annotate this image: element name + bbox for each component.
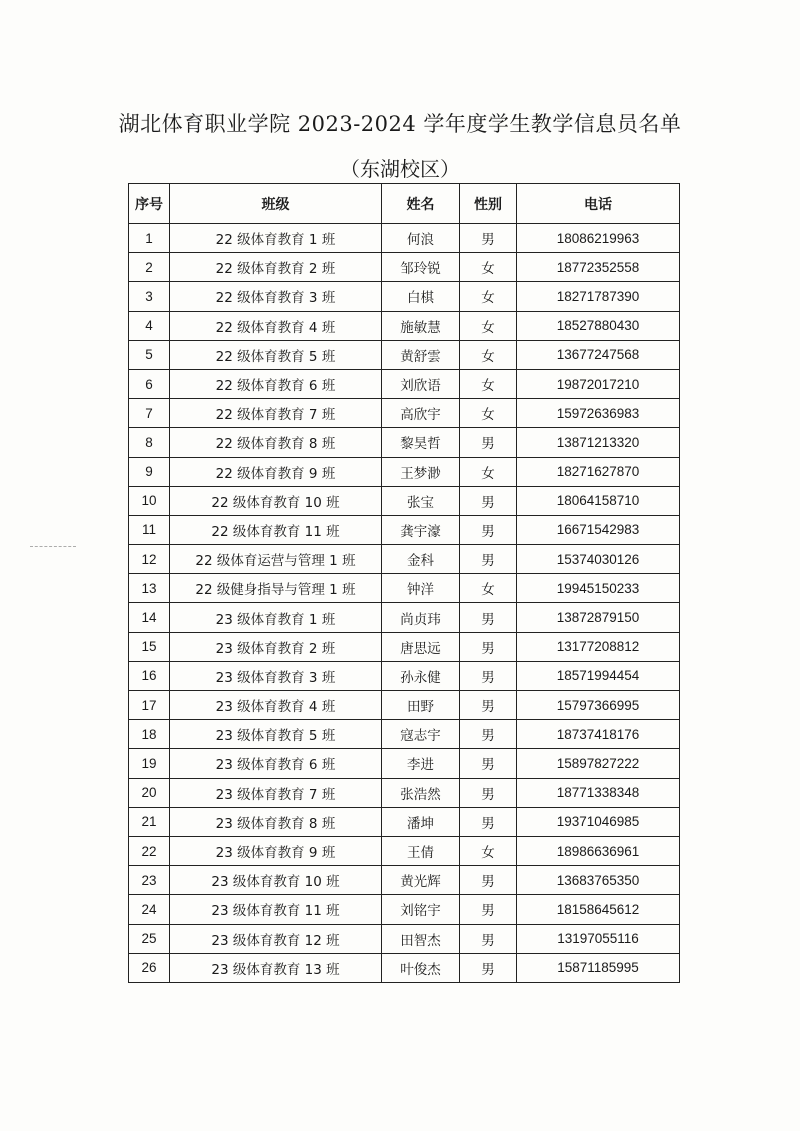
cell-gender: 女 <box>460 340 517 369</box>
cell-gender: 女 <box>460 253 517 282</box>
cell-gender: 男 <box>460 632 517 661</box>
cell-phone: 15897827222 <box>517 749 680 778</box>
cell-num: 25 <box>129 924 170 953</box>
cell-class: 23 级体育教育 11 班 <box>170 895 382 924</box>
cell-gender: 女 <box>460 282 517 311</box>
cell-gender: 男 <box>460 545 517 574</box>
cell-gender: 女 <box>460 836 517 865</box>
cell-class: 22 级体育运营与管理 1 班 <box>170 545 382 574</box>
cell-phone: 18086219963 <box>517 224 680 253</box>
table-row <box>129 545 680 574</box>
cell-num: 14 <box>129 603 170 632</box>
cell-gender: 男 <box>460 866 517 895</box>
table-row <box>129 895 680 924</box>
table-header <box>129 184 680 224</box>
cell-gender: 男 <box>460 691 517 720</box>
header-phone: 电话 <box>517 184 680 224</box>
cell-phone: 18737418176 <box>517 720 680 749</box>
table-row <box>129 661 680 690</box>
cell-name: 田智杰 <box>382 924 460 953</box>
cell-name: 施敏慧 <box>382 311 460 340</box>
cell-name: 王梦渺 <box>382 457 460 486</box>
header-row <box>129 184 680 224</box>
cell-name: 寇志宇 <box>382 720 460 749</box>
cell-num: 15 <box>129 632 170 661</box>
cell-gender: 男 <box>460 778 517 807</box>
cell-phone: 18771338348 <box>517 778 680 807</box>
table-row <box>129 866 680 895</box>
cell-num: 18 <box>129 720 170 749</box>
cell-name: 田野 <box>382 691 460 720</box>
cell-gender: 男 <box>460 603 517 632</box>
cell-num: 9 <box>129 457 170 486</box>
cell-phone: 16671542983 <box>517 515 680 544</box>
table-row <box>129 720 680 749</box>
table-row <box>129 603 680 632</box>
table-row <box>129 515 680 544</box>
cell-class: 22 级体育教育 2 班 <box>170 253 382 282</box>
table-body <box>129 224 680 983</box>
cell-phone: 13177208812 <box>517 632 680 661</box>
cell-num: 4 <box>129 311 170 340</box>
cell-class: 22 级体育教育 8 班 <box>170 428 382 457</box>
cell-class: 23 级体育教育 5 班 <box>170 720 382 749</box>
table-row <box>129 632 680 661</box>
cell-gender: 女 <box>460 457 517 486</box>
table-row <box>129 749 680 778</box>
cell-name: 叶俊杰 <box>382 953 460 982</box>
table-row <box>129 399 680 428</box>
cell-phone: 18571994454 <box>517 661 680 690</box>
cell-gender: 男 <box>460 661 517 690</box>
cell-class: 23 级体育教育 9 班 <box>170 836 382 865</box>
header-name: 姓名 <box>382 184 460 224</box>
cell-class: 23 级体育教育 1 班 <box>170 603 382 632</box>
header-gender: 性别 <box>460 184 517 224</box>
document-subtitle: （东湖校区） <box>340 157 460 181</box>
cell-gender: 女 <box>460 399 517 428</box>
cell-class: 23 级体育教育 12 班 <box>170 924 382 953</box>
header-num: 序号 <box>129 184 170 224</box>
cell-phone: 13677247568 <box>517 340 680 369</box>
header-class: 班级 <box>170 184 382 224</box>
cell-name: 金科 <box>382 545 460 574</box>
cell-class: 23 级体育教育 3 班 <box>170 661 382 690</box>
cell-class: 22 级体育教育 9 班 <box>170 457 382 486</box>
scan-artifact <box>30 546 76 550</box>
table-row <box>129 282 680 311</box>
table-row <box>129 574 680 603</box>
table-row <box>129 224 680 253</box>
cell-name: 张浩然 <box>382 778 460 807</box>
cell-class: 23 级体育教育 10 班 <box>170 866 382 895</box>
cell-num: 7 <box>129 399 170 428</box>
cell-phone: 18271787390 <box>517 282 680 311</box>
table-row <box>129 924 680 953</box>
student-roster-table <box>128 183 680 983</box>
cell-phone: 15871185995 <box>517 953 680 982</box>
cell-gender: 男 <box>460 895 517 924</box>
cell-name: 黎昊哲 <box>382 428 460 457</box>
cell-name: 尚贞玮 <box>382 603 460 632</box>
cell-num: 19 <box>129 749 170 778</box>
cell-phone: 18986636961 <box>517 836 680 865</box>
cell-gender: 女 <box>460 369 517 398</box>
cell-phone: 13872879150 <box>517 603 680 632</box>
cell-phone: 18158645612 <box>517 895 680 924</box>
cell-class: 23 级体育教育 8 班 <box>170 807 382 836</box>
cell-name: 李进 <box>382 749 460 778</box>
cell-name: 张宝 <box>382 486 460 515</box>
cell-phone: 19872017210 <box>517 369 680 398</box>
cell-num: 16 <box>129 661 170 690</box>
table-row <box>129 953 680 982</box>
table-row <box>129 369 680 398</box>
cell-gender: 女 <box>460 574 517 603</box>
cell-gender: 男 <box>460 224 517 253</box>
cell-num: 11 <box>129 515 170 544</box>
cell-phone: 18271627870 <box>517 457 680 486</box>
cell-name: 邹玲锐 <box>382 253 460 282</box>
cell-phone: 15797366995 <box>517 691 680 720</box>
table-row <box>129 340 680 369</box>
cell-num: 2 <box>129 253 170 282</box>
cell-phone: 15972636983 <box>517 399 680 428</box>
cell-name: 唐思远 <box>382 632 460 661</box>
cell-class: 22 级体育教育 1 班 <box>170 224 382 253</box>
cell-gender: 男 <box>460 749 517 778</box>
cell-num: 10 <box>129 486 170 515</box>
cell-class: 22 级体育教育 7 班 <box>170 399 382 428</box>
cell-num: 22 <box>129 836 170 865</box>
cell-num: 20 <box>129 778 170 807</box>
document-title: 湖北体育职业学院 2023-2024 学年度学生教学信息员名单 <box>118 112 682 136</box>
cell-num: 23 <box>129 866 170 895</box>
table-row <box>129 836 680 865</box>
cell-phone: 13197055116 <box>517 924 680 953</box>
cell-gender: 男 <box>460 428 517 457</box>
cell-name: 王倩 <box>382 836 460 865</box>
cell-gender: 男 <box>460 486 517 515</box>
cell-num: 6 <box>129 369 170 398</box>
cell-name: 潘坤 <box>382 807 460 836</box>
cell-num: 21 <box>129 807 170 836</box>
table-row <box>129 311 680 340</box>
table-row <box>129 807 680 836</box>
cell-num: 8 <box>129 428 170 457</box>
cell-class: 23 级体育教育 4 班 <box>170 691 382 720</box>
cell-gender: 男 <box>460 807 517 836</box>
cell-class: 22 级体育教育 5 班 <box>170 340 382 369</box>
cell-phone: 18772352558 <box>517 253 680 282</box>
cell-gender: 女 <box>460 311 517 340</box>
cell-num: 5 <box>129 340 170 369</box>
cell-class: 22 级健身指导与管理 1 班 <box>170 574 382 603</box>
table-row <box>129 691 680 720</box>
cell-gender: 男 <box>460 720 517 749</box>
cell-class: 23 级体育教育 7 班 <box>170 778 382 807</box>
cell-phone: 15374030126 <box>517 545 680 574</box>
cell-phone: 18527880430 <box>517 311 680 340</box>
table-row <box>129 457 680 486</box>
cell-class: 22 级体育教育 6 班 <box>170 369 382 398</box>
cell-name: 龚宇濠 <box>382 515 460 544</box>
cell-name: 刘铭宇 <box>382 895 460 924</box>
cell-gender: 男 <box>460 953 517 982</box>
cell-class: 22 级体育教育 10 班 <box>170 486 382 515</box>
cell-phone: 13871213320 <box>517 428 680 457</box>
table-row <box>129 486 680 515</box>
cell-phone: 19945150233 <box>517 574 680 603</box>
cell-class: 22 级体育教育 11 班 <box>170 515 382 544</box>
table-row <box>129 428 680 457</box>
cell-name: 黄光辉 <box>382 866 460 895</box>
cell-num: 24 <box>129 895 170 924</box>
cell-class: 23 级体育教育 6 班 <box>170 749 382 778</box>
cell-num: 3 <box>129 282 170 311</box>
table-row <box>129 778 680 807</box>
cell-name: 白棋 <box>382 282 460 311</box>
cell-name: 黄舒雲 <box>382 340 460 369</box>
cell-class: 22 级体育教育 3 班 <box>170 282 382 311</box>
cell-phone: 18064158710 <box>517 486 680 515</box>
cell-class: 22 级体育教育 4 班 <box>170 311 382 340</box>
cell-phone: 13683765350 <box>517 866 680 895</box>
cell-gender: 男 <box>460 515 517 544</box>
cell-gender: 男 <box>460 924 517 953</box>
cell-class: 23 级体育教育 13 班 <box>170 953 382 982</box>
cell-name: 高欣宇 <box>382 399 460 428</box>
cell-phone: 19371046985 <box>517 807 680 836</box>
cell-name: 钟洋 <box>382 574 460 603</box>
cell-name: 何浪 <box>382 224 460 253</box>
cell-num: 26 <box>129 953 170 982</box>
cell-class: 23 级体育教育 2 班 <box>170 632 382 661</box>
cell-num: 13 <box>129 574 170 603</box>
cell-name: 孙永健 <box>382 661 460 690</box>
table-row <box>129 253 680 282</box>
cell-name: 刘欣语 <box>382 369 460 398</box>
cell-num: 12 <box>129 545 170 574</box>
cell-num: 1 <box>129 224 170 253</box>
cell-num: 17 <box>129 691 170 720</box>
